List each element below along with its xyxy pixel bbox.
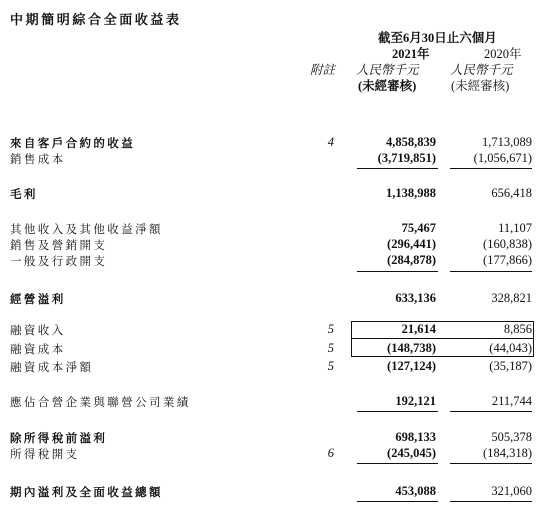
row-net-finance-costs: [0, 359, 550, 375]
value-2020: 328,821: [491, 291, 532, 305]
row-revenue: [0, 135, 550, 151]
row-label: 銷售及營銷開支: [10, 238, 108, 252]
value-2021: (296,441): [387, 237, 436, 251]
note-column-header: 附註: [310, 63, 336, 77]
value-2020: (35,187): [489, 359, 532, 373]
value-2020: 505,378: [491, 430, 532, 444]
value-2020: 8,856: [503, 322, 532, 336]
value-2021: 21,614: [401, 322, 436, 336]
value-2020: 321,060: [491, 484, 532, 498]
row-label: 來自客戶合約的收益: [10, 136, 136, 150]
audit-2021-header: (未經審核): [358, 79, 417, 93]
row-share-of-results: [0, 394, 550, 410]
value-2021: 1,138,988: [386, 186, 436, 200]
row-admin-expenses: [0, 253, 550, 269]
row-note: 6: [327, 446, 334, 460]
row-label: 融資成本: [10, 342, 66, 356]
value-2020: 211,744: [491, 394, 532, 408]
underline-2021: [357, 168, 438, 169]
value-2020: 11,107: [498, 221, 532, 235]
underline-2020: [450, 463, 532, 464]
row-label: 除所得稅前溢利: [10, 431, 108, 445]
period-header: 截至6月30日止六個月: [378, 31, 497, 45]
row-finance-income: [0, 322, 550, 338]
value-2020: 656,418: [491, 186, 532, 200]
value-2021: 4,858,839: [386, 135, 436, 149]
row-label: 期內溢利及全面收益總額: [10, 485, 163, 499]
value-2021: 633,136: [395, 291, 436, 305]
row-gross-profit: [0, 186, 550, 202]
value-2021: (245,045): [387, 446, 436, 460]
row-note: 5: [327, 341, 334, 355]
row-profit-before-tax: [0, 430, 550, 446]
underline-2020: [450, 168, 532, 169]
row-label: 銷售成本: [10, 152, 66, 166]
value-2020: (184,318): [483, 446, 532, 460]
row-note: 4: [327, 135, 334, 149]
value-2021: (148,738): [387, 341, 436, 355]
value-2021: (127,124): [387, 359, 436, 373]
finance-box-divider: [352, 338, 533, 339]
value-2020: (160,838): [483, 237, 532, 251]
value-2020: (1,056,671): [473, 151, 532, 165]
underline-2021: [357, 463, 438, 464]
row-label: 一般及行政開支: [10, 254, 108, 268]
row-label: 融資收入: [10, 323, 66, 337]
unit-2021-header: 人民幣千元: [356, 63, 419, 77]
value-2021: (284,878): [387, 253, 436, 267]
row-finance-costs: [0, 341, 550, 357]
row-income-tax: [0, 446, 550, 462]
value-2020: 1,713,089: [482, 135, 532, 149]
row-total-comprehensive-income: [0, 484, 550, 500]
row-other-income: [0, 221, 550, 237]
row-note: 5: [327, 322, 334, 336]
row-operating-profit: [0, 291, 550, 307]
value-2021: 75,467: [401, 221, 436, 235]
row-selling-expenses: [0, 237, 550, 253]
row-label: 應佔合營企業與聯營公司業績: [10, 395, 191, 409]
value-2021: 453,088: [395, 484, 436, 498]
unit-2020-header: 人民幣千元: [450, 63, 513, 77]
value-2020: (177,866): [483, 253, 532, 267]
underline-2020: [450, 271, 532, 272]
row-cost-of-sales: [0, 151, 550, 167]
row-label: 經營溢利: [10, 292, 66, 306]
statement-title: 中期簡明綜合全面收益表: [10, 13, 182, 28]
year-2021-header: 2021年: [392, 47, 430, 61]
underline-2021: [357, 411, 438, 412]
year-2020-header: 2020年: [484, 47, 522, 61]
value-2020: (44,043): [489, 341, 532, 355]
underline-2021: [357, 501, 438, 502]
audit-2020-header: (未經審核): [451, 79, 510, 93]
value-2021: 192,121: [395, 394, 436, 408]
row-label: 融資成本淨額: [10, 360, 94, 374]
underline-2020: [450, 411, 532, 412]
underline-2020: [450, 501, 532, 502]
row-label: 毛利: [10, 187, 38, 201]
row-note: 5: [327, 359, 334, 373]
value-2021: (3,719,851): [377, 151, 436, 165]
row-label: 其他收入及其他收益淨額: [10, 222, 163, 236]
row-label: 所得稅開支: [10, 447, 80, 461]
value-2021: 698,133: [395, 430, 436, 444]
underline-2021: [357, 271, 438, 272]
